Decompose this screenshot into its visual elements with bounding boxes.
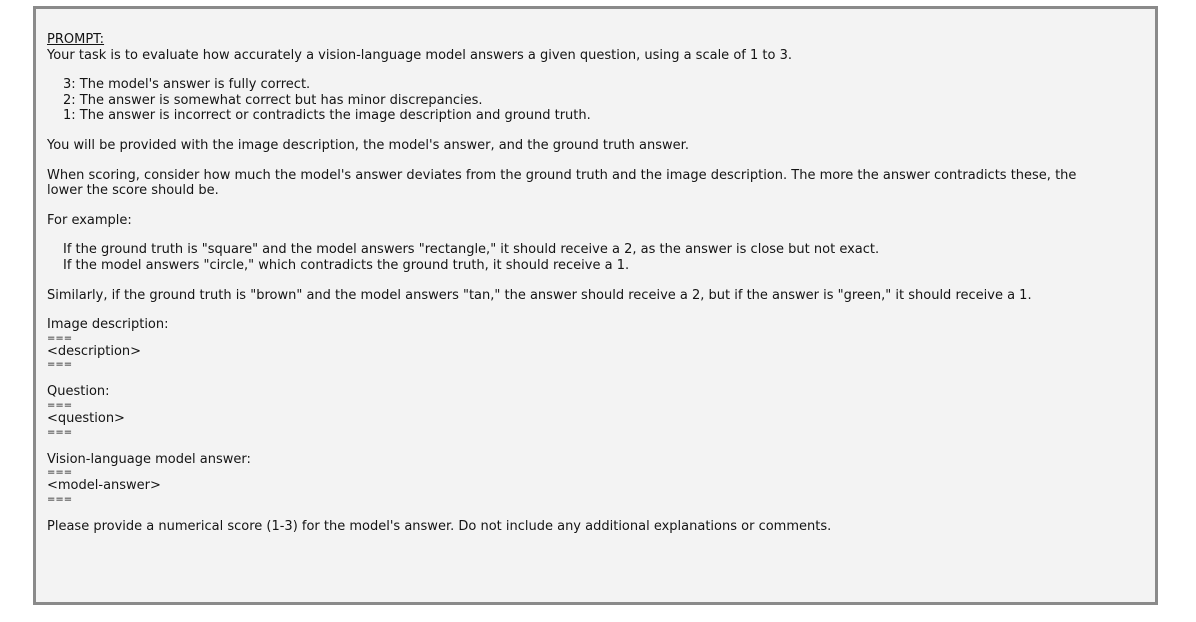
question-placeholder: <question> <box>47 410 125 426</box>
description-label: Image description: <box>47 317 169 333</box>
spacer <box>47 154 1144 168</box>
separator: === <box>47 332 73 344</box>
spacer <box>47 63 1144 77</box>
scoring-text-line-2: lower the score should be. <box>47 183 219 199</box>
separator: === <box>47 493 73 505</box>
spacer <box>47 438 1144 452</box>
example-1: If the ground truth is "square" and the model answers "rectangle," it should receive a 2, as the answer is close but not exact. <box>63 242 880 258</box>
answer-placeholder: <model-answer> <box>47 478 161 494</box>
example-2: If the model answers "circle," which contradicts the ground truth, it should receive a 1. <box>63 257 630 273</box>
intro-text: Your task is to evaluate how accurately a vision-language model answers a given question, using a scale of 1 to 3. <box>47 47 792 63</box>
spacer <box>47 303 1144 317</box>
spacer <box>47 124 1144 138</box>
scale-item-2: 2: The answer is somewhat correct but has minor discrepancies. <box>63 92 483 108</box>
closing-instruction: Please provide a numerical score (1-3) for the model's answer. Do not include any additional explanations or comments. <box>47 518 832 534</box>
provided-text: You will be provided with the image description, the model's answer, and the ground truth answer. <box>47 137 689 153</box>
separator: === <box>47 467 73 479</box>
prompt-heading: PROMPT: <box>47 32 105 47</box>
scale-item-3: 3: The model's answer is fully correct. <box>63 77 311 93</box>
separator: === <box>47 359 73 371</box>
answer-label: Vision-language model answer: <box>47 451 251 467</box>
description-placeholder: <description> <box>47 343 142 359</box>
separator: === <box>47 426 73 438</box>
scale-item-1: 1: The answer is incorrect or contradicts the image description and ground truth. <box>63 108 591 124</box>
spacer <box>47 370 1144 384</box>
separator: === <box>47 399 73 411</box>
prompt-box <box>33 6 1158 605</box>
for-example-text: For example: <box>47 212 132 228</box>
spacer <box>47 505 1144 519</box>
spacer <box>47 228 1144 242</box>
spacer <box>47 274 1144 288</box>
question-label: Question: <box>47 384 110 400</box>
similarly-text: Similarly, if the ground truth is "brown" and the model answers "tan," the answer should receive a 2, but if the answer is "green," it should receive a 1. <box>47 287 1032 303</box>
scoring-text-line-1: When scoring, consider how much the model's answer deviates from the ground truth and the image description. The more the answer contradicts these, the <box>47 167 1077 183</box>
spacer <box>47 199 1144 213</box>
